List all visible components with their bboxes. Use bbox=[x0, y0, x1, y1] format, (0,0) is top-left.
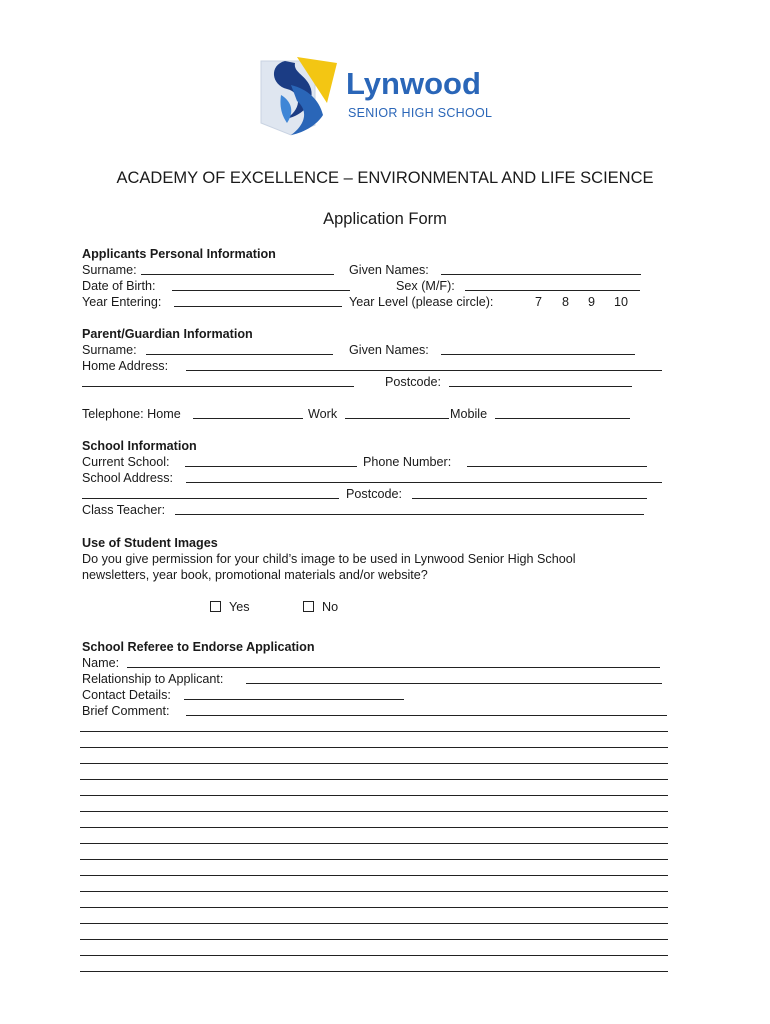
relationship-field[interactable] bbox=[246, 683, 662, 684]
current-school-field[interactable] bbox=[185, 466, 357, 467]
comment-line[interactable] bbox=[80, 843, 668, 844]
label-telephone-home: Telephone: Home bbox=[82, 407, 181, 421]
images-question-line2: newsletters, year book, promotional materials and/or website? bbox=[82, 568, 428, 582]
yes-checkbox[interactable] bbox=[210, 601, 221, 612]
label-referee-name: Name: bbox=[82, 656, 120, 670]
contact-details-field[interactable] bbox=[184, 699, 404, 700]
guardian-postcode-field[interactable] bbox=[449, 386, 632, 387]
year-option-9[interactable]: 9 bbox=[588, 295, 596, 309]
label-school-postcode: Postcode: bbox=[346, 487, 403, 501]
section-title-school: School Information bbox=[82, 439, 197, 453]
school-name: Lynwood bbox=[346, 66, 481, 101]
brief-comment-field[interactable] bbox=[186, 715, 667, 716]
telephone-home-field[interactable] bbox=[193, 418, 303, 419]
guardian-surname-field[interactable] bbox=[146, 354, 333, 355]
guardian-given-names-field[interactable] bbox=[441, 354, 635, 355]
school-logo bbox=[257, 55, 339, 142]
label-home-address: Home Address: bbox=[82, 359, 169, 373]
comment-line[interactable] bbox=[80, 779, 668, 780]
comment-line[interactable] bbox=[80, 811, 668, 812]
swan-crest-icon bbox=[257, 55, 339, 137]
comment-line[interactable] bbox=[80, 971, 668, 972]
school-address-field-line2[interactable] bbox=[82, 498, 339, 499]
document-heading: ACADEMY OF EXCELLENCE – ENVIRONMENTAL AND LIFE SCIENCE bbox=[116, 169, 654, 187]
year-option-7[interactable]: 7 bbox=[535, 295, 543, 309]
home-address-field[interactable] bbox=[186, 370, 662, 371]
label-guardian-surname: Surname: bbox=[82, 343, 137, 357]
comment-line[interactable] bbox=[80, 747, 668, 748]
mobile-field[interactable] bbox=[495, 418, 630, 419]
school-subtitle: SENIOR HIGH SCHOOL bbox=[348, 106, 493, 120]
referee-name-field[interactable] bbox=[127, 667, 660, 668]
dob-field[interactable] bbox=[172, 290, 350, 291]
label-phone-number: Phone Number: bbox=[363, 455, 452, 469]
class-teacher-field[interactable] bbox=[175, 514, 644, 515]
label-contact-details: Contact Details: bbox=[82, 688, 171, 702]
label-current-school: Current School: bbox=[82, 455, 170, 469]
sex-field[interactable] bbox=[465, 290, 640, 291]
comment-line[interactable] bbox=[80, 795, 668, 796]
label-sex: Sex (M/F): bbox=[396, 279, 455, 293]
label-brief-comment: Brief Comment: bbox=[82, 704, 170, 718]
yes-label: Yes bbox=[229, 600, 250, 614]
label-dob: Date of Birth: bbox=[82, 279, 156, 293]
label-mobile: Mobile bbox=[450, 407, 488, 421]
label-given-names: Given Names: bbox=[349, 263, 429, 277]
home-address-field-line2[interactable] bbox=[82, 386, 354, 387]
label-telephone-work: Work bbox=[308, 407, 338, 421]
school-address-field[interactable] bbox=[186, 482, 662, 483]
comment-line[interactable] bbox=[80, 923, 668, 924]
label-guardian-postcode: Postcode: bbox=[385, 375, 442, 389]
comment-line[interactable] bbox=[80, 955, 668, 956]
phone-number-field[interactable] bbox=[467, 466, 647, 467]
comment-line[interactable] bbox=[80, 827, 668, 828]
school-postcode-field[interactable] bbox=[412, 498, 647, 499]
year-entering-field[interactable] bbox=[174, 306, 342, 307]
comment-line[interactable] bbox=[80, 859, 668, 860]
label-year-entering: Year Entering: bbox=[82, 295, 162, 309]
comment-line[interactable] bbox=[80, 731, 668, 732]
label-surname: Surname: bbox=[82, 263, 137, 277]
label-relationship: Relationship to Applicant: bbox=[82, 672, 224, 686]
no-label: No bbox=[322, 600, 339, 614]
label-year-level: Year Level (please circle): bbox=[349, 295, 494, 309]
document-subheading: Application Form bbox=[323, 210, 447, 228]
surname-field[interactable] bbox=[141, 274, 334, 275]
no-checkbox[interactable] bbox=[303, 601, 314, 612]
label-guardian-given-names: Given Names: bbox=[349, 343, 429, 357]
comment-line[interactable] bbox=[80, 907, 668, 908]
comment-line[interactable] bbox=[80, 939, 668, 940]
label-class-teacher: Class Teacher: bbox=[82, 503, 166, 517]
images-question-line1: Do you give permission for your child’s image to be used in Lynwood Senior High School bbox=[82, 552, 576, 566]
comment-line[interactable] bbox=[80, 891, 668, 892]
label-school-address: School Address: bbox=[82, 471, 174, 485]
section-title-personal: Applicants Personal Information bbox=[82, 247, 276, 261]
given-names-field[interactable] bbox=[441, 274, 641, 275]
telephone-work-field[interactable] bbox=[345, 418, 449, 419]
year-option-10[interactable]: 10 bbox=[614, 295, 629, 309]
year-option-8[interactable]: 8 bbox=[562, 295, 570, 309]
section-title-images: Use of Student Images bbox=[82, 536, 218, 550]
comment-line[interactable] bbox=[80, 875, 668, 876]
section-title-guardian: Parent/Guardian Information bbox=[82, 327, 253, 341]
section-title-referee: School Referee to Endorse Application bbox=[82, 640, 315, 654]
comment-line[interactable] bbox=[80, 763, 668, 764]
